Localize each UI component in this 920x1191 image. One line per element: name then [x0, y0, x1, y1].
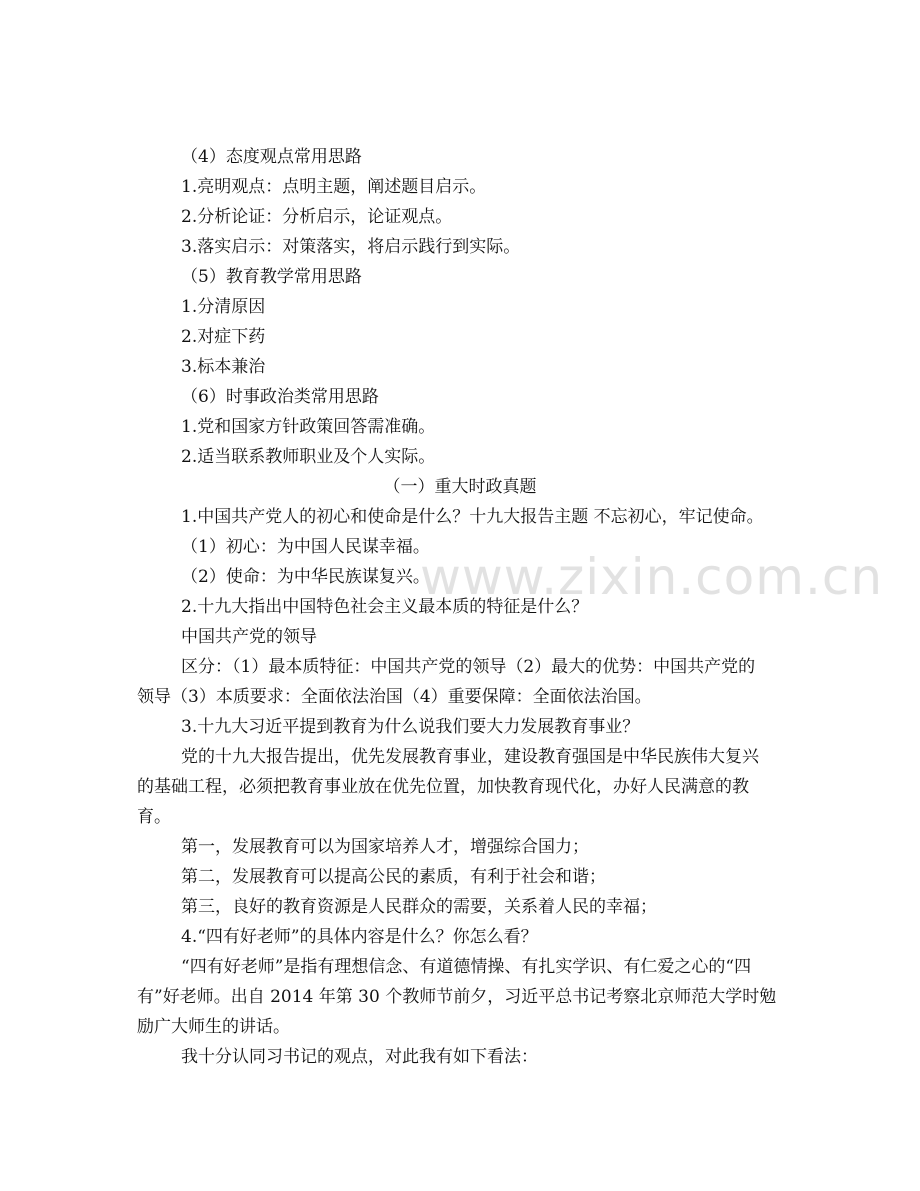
text-line: 励广大师生的讲话。 — [137, 1017, 290, 1037]
text-line: 2.适当联系教师职业及个人实际。 — [181, 447, 436, 467]
text-line: 的基础工程，必须把教育事业放在优先位置，加快教育现代化，办好人民满意的教 — [137, 777, 749, 797]
text-line: （4）态度观点常用思路 — [181, 147, 362, 167]
text-line: 4.“四有好老师”的具体内容是什么？你怎么看？ — [181, 927, 538, 947]
text-line: 2.十九大指出中国特色社会主义最本质的特征是什么？ — [181, 597, 589, 617]
text-line: 育。 — [137, 807, 171, 827]
text-line: （1）初心：为中国人民谋幸福。 — [181, 537, 430, 557]
text-line: 我十分认同习书记的观点，对此我有如下看法： — [181, 1047, 538, 1067]
text-line: “四有好老师”是指有理想信念、有道德情操、有扎实学识、有仁爱之心的“四 — [181, 957, 752, 977]
section-heading: （一）重大时政真题 — [383, 477, 537, 497]
text-line: 有”好老师。出自 2014 年第 30 个教师节前夕，习近平总书记考察北京师范大学时勉 — [137, 987, 777, 1007]
text-line: 第一，发展教育可以为国家培养人才，增强综合国力； — [181, 837, 589, 857]
text-line: 1.分清原因 — [181, 297, 266, 317]
text-line: 2.对症下药 — [181, 327, 266, 347]
text-line: 1.亮明观点：点明主题，阐述题目启示。 — [181, 177, 487, 197]
text-line: 中国共产党的领导 — [181, 627, 317, 647]
text-line: 3.十九大习近平提到教育为什么说我们要大力发展教育事业？ — [181, 717, 640, 737]
text-line: （5）教育教学常用思路 — [181, 267, 362, 287]
text-line: （6）时事政治类常用思路 — [181, 387, 379, 407]
text-line: 1.中国共产党人的初心和使命是什么？十九大报告主题 不忘初心，牢记使命。 — [181, 507, 764, 527]
text-line: 1.党和国家方针政策回答需准确。 — [181, 417, 436, 437]
text-line: 党的十九大报告提出，优先发展教育事业，建设教育强国是中华民族伟大复兴 — [181, 747, 759, 767]
text-line: 第三，良好的教育资源是人民群众的需要，关系着人民的幸福； — [181, 897, 657, 917]
watermark: www.zixin.com.cn — [420, 548, 884, 606]
text-line: 2.分析论证：分析启示，论证观点。 — [181, 207, 453, 227]
text-line: 3.标本兼治 — [181, 357, 266, 377]
text-line: 第二，发展教育可以提高公民的素质，有利于社会和谐； — [181, 867, 606, 887]
text-line: 领导（3）本质要求：全面依法治国（4）重要保障：全面依法治国。 — [137, 687, 652, 707]
text-line: 3.落实启示：对策落实，将启示践行到实际。 — [181, 237, 521, 257]
text-line: 区分：（1）最本质特征：中国共产党的领导（2）最大的优势：中国共产党的 — [181, 657, 756, 677]
text-line: （2）使命：为中华民族谋复兴。 — [181, 567, 430, 587]
